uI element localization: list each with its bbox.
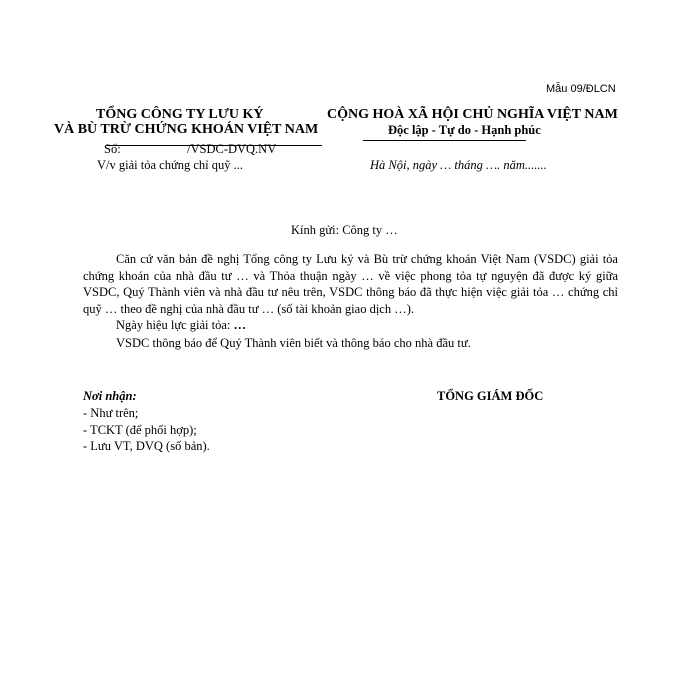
document-subject: V/v giải tỏa chứng chỉ quỹ ... xyxy=(97,158,243,172)
notice-line: VSDC thông báo để Quý Thành viên biết và thông báo cho nhà đầu tư. xyxy=(116,336,471,350)
greeting: Kính gửi: Công ty … xyxy=(291,223,398,237)
issuer-name-line2: VÀ BÙ TRỪ CHỨNG KHOÁN VIỆT NAM xyxy=(54,122,319,137)
document-number-label: Số: xyxy=(104,142,121,156)
document-number: /VSDC-DVQ.NV xyxy=(187,142,277,156)
effective-date-label: Ngày hiệu lực giải tỏa: xyxy=(116,318,231,332)
place-date: Hà Nội, ngày … tháng …. năm....... xyxy=(370,158,547,172)
effective-date-value: … xyxy=(233,318,247,332)
issuer-name-line1: TỔNG CÔNG TY LƯU KÝ xyxy=(96,107,264,122)
signer-title: TỔNG GIÁM ĐỐC xyxy=(437,389,544,403)
national-motto: Độc lập - Tự do - Hạnh phúc xyxy=(388,123,541,137)
recipient-item: - TCKT (để phối hợp); xyxy=(83,422,197,437)
body-paragraph: Căn cứ văn bản đề nghị Tổng công ty Lưu ký và Bù trừ chứng khoán Việt Nam (VSDC) giải tỏa chứng khoán của nhà đầu tư … và Thỏa thuận ngày … về việc phong tỏa tự nguyện đã được ký giữa VSDC, Quý Thành viên và nhà đầu tư nêu trên, VSDC thông báo đã thực hiện việc giải tỏa … chứng chỉ quỹ … theo đề nghị của nhà đầu tư … (số tài khoản giao dịch …). xyxy=(83,252,618,316)
recipients-title: Nơi nhận: xyxy=(83,389,137,403)
recipients-list xyxy=(83,405,210,455)
motto-underline xyxy=(363,140,526,141)
effective-date xyxy=(116,318,246,333)
national-title: CỘNG HOÀ XÃ HỘI CHỦ NGHĨA VIỆT NAM xyxy=(327,107,618,122)
recipient-item: - Lưu VT, DVQ (số bản). xyxy=(83,439,210,453)
recipient-item: - Như trên; xyxy=(83,406,139,420)
form-code: Mẫu 09/ĐLCN xyxy=(546,83,616,95)
